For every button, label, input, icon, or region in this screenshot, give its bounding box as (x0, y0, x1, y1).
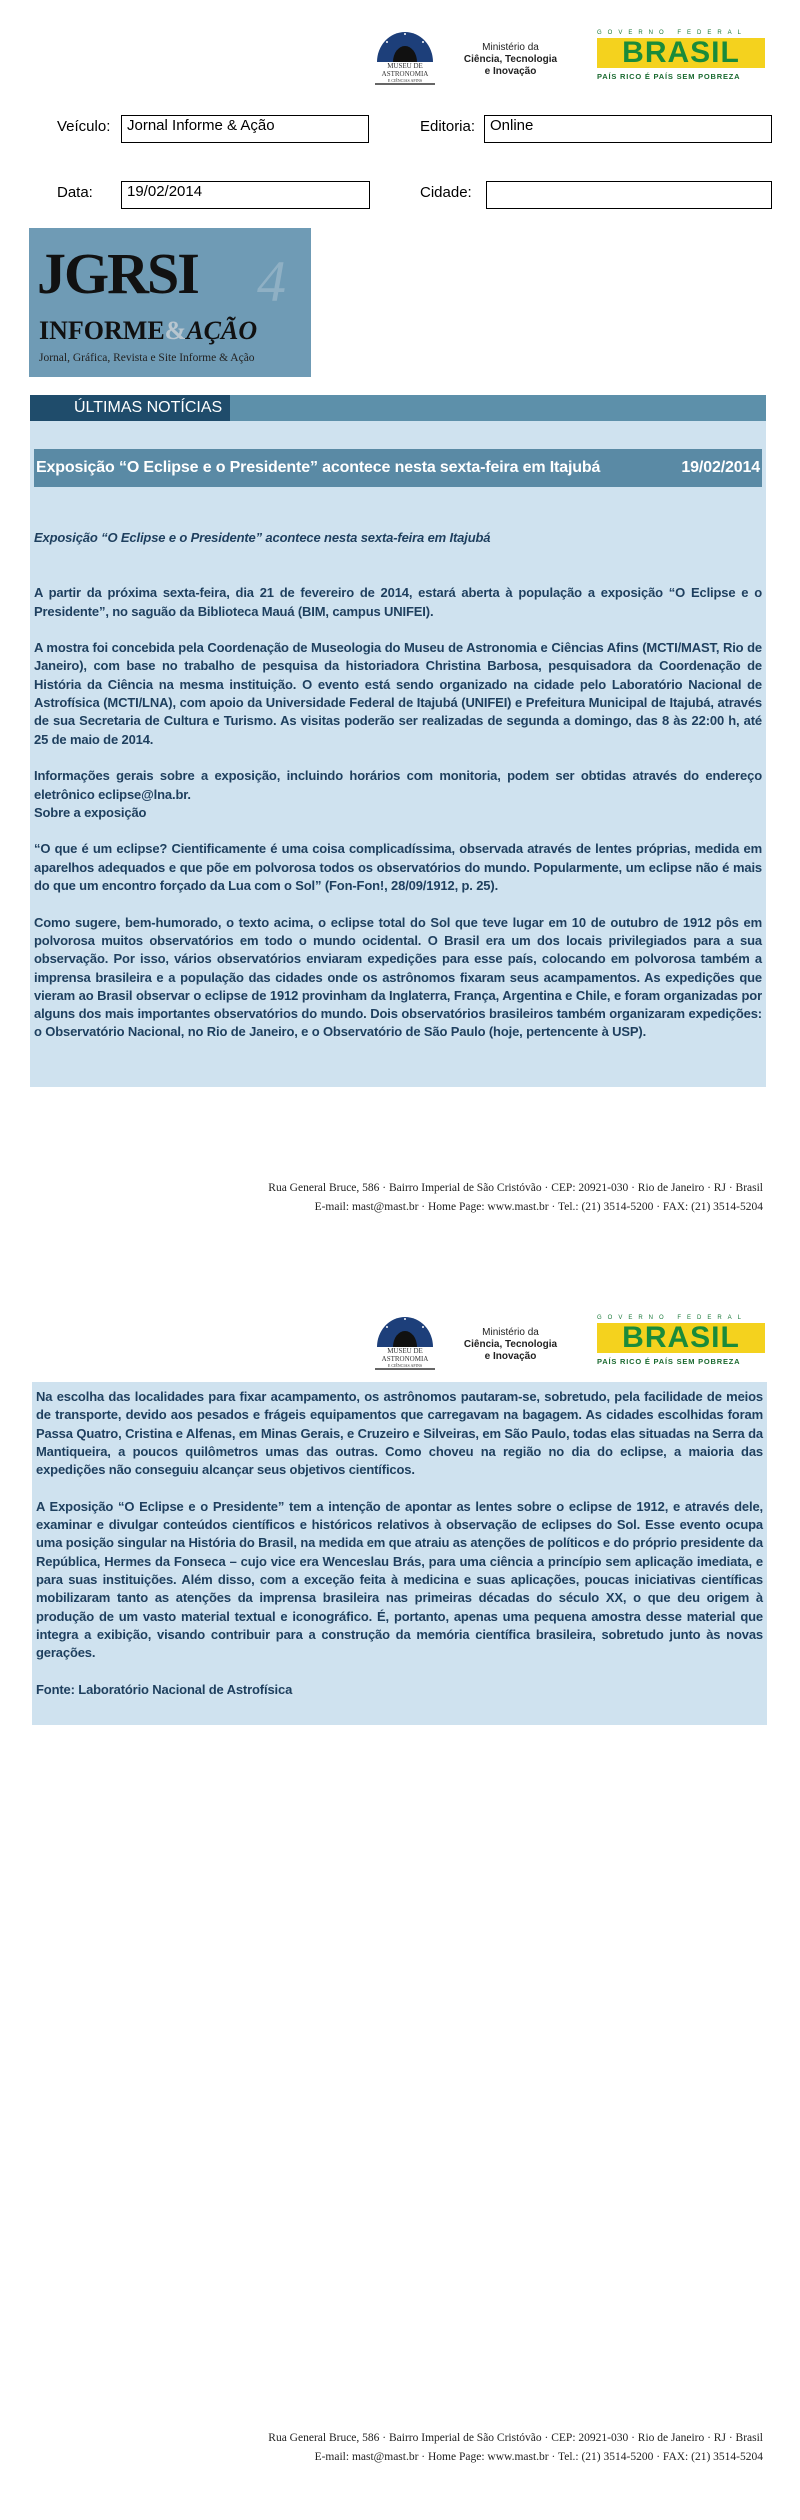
logo-tagline: Jornal, Gráfica, Revista e Site Informe & Ação (39, 352, 255, 364)
jgrsi-logo-digit: 4 (257, 249, 286, 314)
ministry-line3: e Inovação (484, 1351, 537, 1362)
jgrsi-logo-text: JGRSI (37, 241, 198, 306)
article-date: 19/02/2014 (681, 458, 760, 476)
ministry-line2: Ciência, Tecnologia (463, 54, 558, 65)
observatory-dome-icon (375, 1313, 435, 1349)
museu-logo-line2: ASTRONOMIA (381, 1355, 429, 1363)
article-title-bar (34, 449, 762, 487)
brasil-logo-word: BRASIL (597, 38, 765, 68)
footer-contact: E-mail: mast@mast.br · Home Page: www.mast.br · Tel.: (21) 3514-5200 · FAX: (21) 3514-5204 (314, 2451, 763, 2463)
brasil-logo-word: BRASIL (597, 1323, 765, 1353)
observatory-dome-icon (375, 28, 435, 64)
veiculo-label: Veículo: (57, 118, 111, 135)
museu-logo-line2: ASTRONOMIA (381, 70, 429, 78)
governo-federal-brasil-logo (597, 28, 765, 88)
ministry-line2: Ciência, Tecnologia (463, 1339, 558, 1350)
footer-page2 (163, 2429, 763, 2467)
article-paragraph: “O que é um eclipse? Cientificamente é uma coisa complicadíssima, observada através de lentes próprias, medida em aparelhos adequados e que põe em polvorosa todos os observatórios do mundo. Popularmente, um eclipse não é mais do que um encontro forçado da Lua com o Sol” (Fon-Fon!, 28/09/1912, p. 25). (34, 841, 762, 894)
cidade-field[interactable] (486, 181, 772, 209)
ministry-logo (453, 42, 568, 78)
article-paragraph: Informações gerais sobre a exposição, incluindo horários com monitoria, podem ser obtidas através do endereço eletrônico eclipse@lna.br. (34, 768, 762, 802)
data-label: Data: (57, 184, 93, 201)
data-field[interactable]: 19/02/2014 (121, 181, 370, 209)
footer-address: Rua General Bruce, 586 · Bairro Imperial de São Cristóvão · CEP: 20921-030 · Rio de Janeiro · RJ · Brasil (268, 1182, 763, 1194)
header-logos-page2 (375, 1313, 770, 1373)
brasil-logo-top: GOVERNO FEDERAL (597, 1315, 748, 1321)
cidade-label: Cidade: (420, 184, 472, 201)
brasil-logo-top: GOVERNO FEDERAL (597, 30, 748, 36)
article-paragraph: A Exposição “O Eclipse e o Presidente” tem a intenção de apontar as lentes sobre o eclipse de 1912, e através dele, examinar e divulgar conteúdos científicos e históricos relativos à observação de eclipses do Sol. Esse evento ocupa uma posição singular na História do Brasil, na medida em que atraiu as atenções de políticos e do próprio presidente da República, Hermes da Fonseca – cujo vice era Wenceslau Brás, para uma ciência a princípio sem aplicação imediata, e para suas instituições. Além disso, com a exceção feita à medicina e suas aplicações, poucas iniciativas científicas mobilizaram tanto as atenções da imprensa brasileira nas primeiras décadas do século XX, o que deu origem à produção de um vasto material textual e iconográfico. É, portanto, apenas uma pequena amostra desse material que integra a exibição, visando contribuir para a construção da memória científica brasileira, sobretudo junto às novas gerações. (36, 1498, 763, 1661)
article-title: Exposição “O Eclipse e o Presidente” acontece nesta sexta-feira em Itajubá (36, 459, 601, 476)
museu-astronomia-logo (375, 28, 435, 86)
ministry-line1: Ministério da (482, 42, 539, 53)
article-paragraph: A mostra foi concebida pela Coordenação de Museologia do Museu de Astronomia e Ciências Afins (MCTI/MAST, Rio de Janeiro), com base no trabalho de pesquisa da historiadora Christina Barbosa, pesquisadora da Coordenação de História da Ciência na mesma instituição. O evento está sendo organizado na cidade pelo Laboratório Nacional de Astrofísica (MCTI/LNA), com apoio da Universidade Federal de Itajubá (UNIFEI) e Prefeitura Municipal de Itajubá, através de sua Secretaria de Cultura e Turismo. As visitas poderão ser realizadas de segunda a domingo, das 8 às 22:00 h, até 25 de maio de 2014. (34, 640, 762, 747)
section-label: ÚLTIMAS NOTÍCIAS (74, 399, 223, 416)
jgrsi-informe-acao-logo (29, 228, 311, 377)
header-logos (375, 28, 770, 88)
logo-acao: AÇÃO (186, 316, 258, 345)
ministry-logo (453, 1327, 568, 1363)
logo-informe: INFORME (39, 316, 165, 345)
brasil-logo-slogan: PAÍS RICO É PAÍS SEM POBREZA (597, 72, 741, 81)
governo-federal-brasil-logo (597, 1313, 765, 1373)
editoria-label: Editoria: (420, 118, 476, 135)
museu-logo-line1: MUSEU DE (387, 1347, 423, 1355)
article-box-page2 (32, 1382, 767, 1725)
ultimas-noticias-bar (30, 395, 766, 421)
ministry-line1: Ministério da (482, 1327, 539, 1338)
museu-logo-line3: E CIÊNCIAS AFINS (375, 78, 435, 85)
article-subtitle: Exposição “O Eclipse e o Presidente” acontece nesta sexta-feira em Itajubá (34, 530, 491, 545)
footer-page1 (163, 1179, 763, 1217)
article-paragraph: A partir da próxima sexta-feira, dia 21 de fevereiro de 2014, estará aberta à população a exposição “O Eclipse e o Presidente”, no saguão da Biblioteca Mauá (BIM, campus UNIFEI). (34, 585, 762, 619)
museu-logo-line3: E CIÊNCIAS AFINS (375, 1363, 435, 1370)
footer-contact: E-mail: mast@mast.br · Home Page: www.mast.br · Tel.: (21) 3514-5200 · FAX: (21) 3514-5204 (314, 1201, 763, 1213)
museu-logo-line1: MUSEU DE (387, 62, 423, 70)
article-box-page1 (30, 421, 766, 1087)
article-subheading: Sobre a exposição (34, 804, 147, 820)
brasil-logo-slogan: PAÍS RICO É PAÍS SEM POBREZA (597, 1357, 741, 1366)
article-paragraph: Na escolha das localidades para fixar acampamento, os astrônomos pautaram-se, sobretudo, pela facilidade de meios de transporte, devido aos pesados e frágeis equipamentos que carregavam na bagagem. As cidades escolhidas foram Passa Quatro, Cristina e Alfenas, em Minas Gerais, e Cruzeiro e Silveiras, em São Paulo, todas elas situadas na Serra da Mantiqueira, a poucos quilômetros umas das outras. Como choveu na região no dia do eclipse, a maioria das expedições não conseguiu alcançar seus objetivos científicos. (36, 1389, 763, 1478)
logo-amp: & (164, 316, 187, 345)
editoria-field[interactable]: Online (484, 115, 772, 143)
article-paragraph: Como sugere, bem-humorado, o texto acima, o eclipse total do Sol que teve lugar em 10 de outubro de 1912 pôs em polvorosa muitos observatórios em todo o mundo ocidental. O Brasil era um dos locais privilegiados para a sua observação. Por isso, vários observatórios enviaram expedições para esse país, colocando em polvorosa também a imprensa brasileira e a população das cidades onde os astrônomos fixaram seus acampamentos. As expedições que vieram ao Brasil observar o eclipse de 1912 provinham da Inglaterra, França, Argentina e Chile, e foram organizadas por alguns dos mais importantes observatórios do mundo. Dois observatórios brasileiros também organizaram expedições: o Observatório Nacional, no Rio de Janeiro, e o Observatório de São Paulo (hoje, pertencente à USP). (34, 914, 762, 1040)
footer-address: Rua General Bruce, 586 · Bairro Imperial de São Cristóvão · CEP: 20921-030 · Rio de Janeiro · RJ · Brasil (268, 2432, 763, 2444)
veiculo-field[interactable]: Jornal Informe & Ação (121, 115, 369, 143)
article-source: Fonte: Laboratório Nacional de Astrofísica (36, 1681, 293, 1697)
ministry-line3: e Inovação (484, 66, 537, 77)
museu-astronomia-logo (375, 1313, 435, 1371)
